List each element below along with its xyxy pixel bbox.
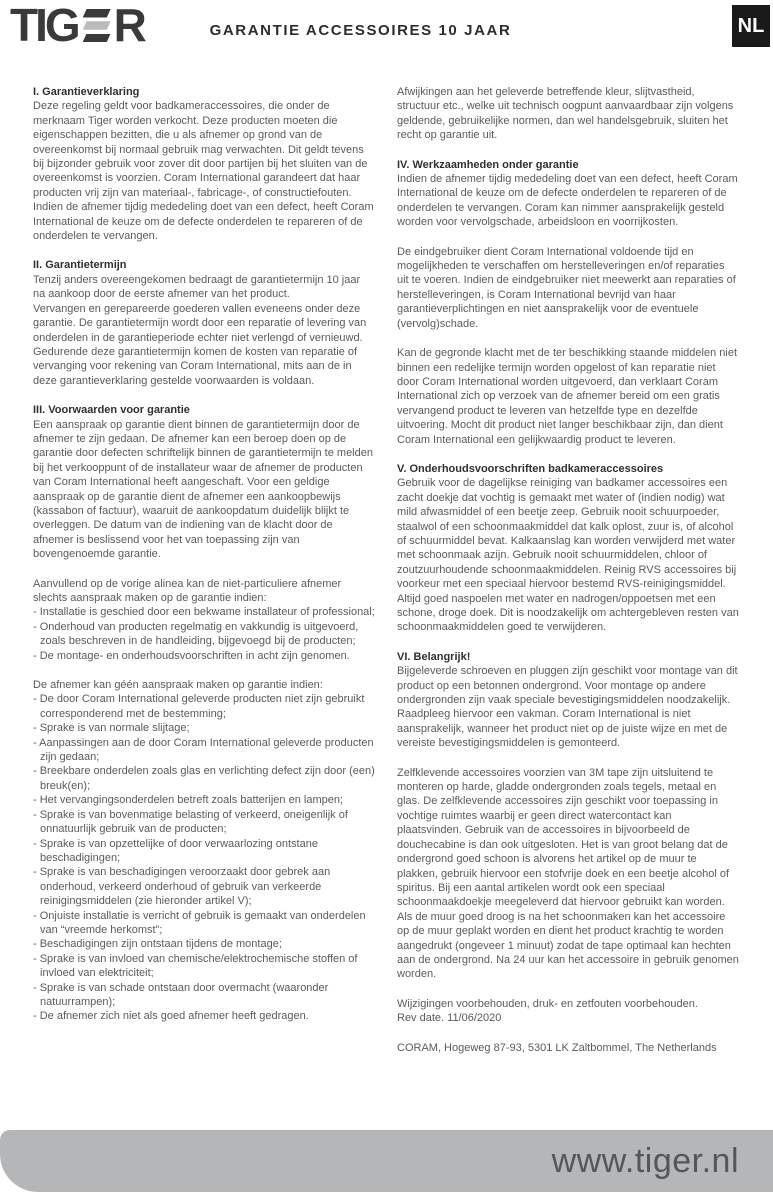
- deviations-paragraph: Afwijkingen aan het geleverde betreffende kleur, slijtvastheid, structuur etc., welke uit technisch oogpunt aanvaardbaar zijn volgens geldende, gebruikelijke normen, dan wel handelsgebruik, sluiten het recht op garantie uit.: [397, 86, 734, 142]
- revision-date: Rev date. 11/06/2020: [397, 1012, 502, 1025]
- list-item: - Installatie is geschied door een bekwame installateur of professional;: [33, 606, 375, 619]
- section-4-paragraph: Kan de gegronde klacht met de ter beschikking staande middelen niet binnen een redelijke termijn worden opgelost of kan reparatie niet door Coram International worden uitgevoerd, dan verklaart Coram International zich op verzoek van de afnemer bereid om een gratis vervangend product te leveren van hetzelfde type en dezelfde uitvoering. Mocht dit product niet langer beschikbaar zijn, dan dient Coram International een gelijkwaardig product te leveren.: [397, 347, 737, 446]
- list-item: - Het vervangingsonderdelen betreft zoals batterijen en lampen;: [33, 794, 344, 807]
- language-badge: NL: [732, 5, 770, 47]
- list-item: - Sprake is van normale slijtage;: [33, 722, 190, 735]
- tiger-logo-text-r: R: [113, 0, 144, 51]
- section-1-heading: I. Garantieverklaring: [33, 86, 140, 98]
- section-6-paragraph: Bijgeleverde schroeven en pluggen zijn geschikt voor montage van dit product op een betonnen ondergrond. Voor montage op andere ondergronden zijn vaak speciale bevestigingsmiddelen noodzakelijk. Raadpleeg hiervoor een vakman. Coram International is niet aansprakelijk, wanneer het product niet op de juiste wijze en met de vereiste bevestigingsmiddelen is gemonteerd.: [397, 665, 738, 750]
- list-item: - Beschadigingen zijn ontstaan tijdens de montage;: [33, 938, 282, 951]
- list-item: - Sprake is van bovenmatige belasting of verkeerd, oneigenlijk of onnatuurlijk gebruik van de producten;: [33, 808, 348, 836]
- section-4-paragraph: De eindgebruiker dient Coram International voldoende tijd en mogelijkheden te verschaffen om herstelleveringen en/of reparaties uit te voeren. Indien de eindgebruiker niet meewerkt aan reparaties of herstelleveringen, is Coram International bevrijd van haar garantieverplichtingen en niet aansprakelijk voor de eventuele (vervolg)schade.: [397, 245, 736, 330]
- right-column: [397, 85, 739, 1055]
- section-2-line: Vervangen en gerepareerde goederen vallen eveneens onder deze garantie. De garantietermijn wordt door een reparatie of levering van onderdelen in de garantieperiode echter niet verlengd of vernieuwd.: [33, 302, 367, 344]
- section-3-heading: III. Voorwaarden voor garantie: [33, 404, 190, 417]
- section-3-paragraph: Een aanspraak op garantie dient binnen de garantietermijn door de afnemer te zijn gedaan. De afnemer kan een beroep doen op de garantie door defecten schriftelijk binnen de garantietermijn te melden bij het verkooppunt of de installateur waar de afnemer de producten van Coram International heeft aangeschaft. Voor een geldige aanspraak op de garantie dient de afnemer een aankoopbewijs (kassabon of factuur), waaruit de aankoopdatum duidelijk blijkt te overleggen. De datum van de indiening van de klacht door de afnemer is beslissend voor het van toepassing zijn van bovengenoemde garantie.: [33, 418, 373, 561]
- list-item: - Sprake is van opzettelijke of door verwaarlozing ontstane beschadigingen;: [33, 837, 318, 864]
- section-3-intro-a: Aanvullend op de vorige alinea kan de niet-particuliere afnemer slechts aanspraak maken op de garantie indien:: [33, 577, 342, 604]
- section-6-heading: VI. Belangrijk!: [397, 650, 471, 663]
- section-2-line: Tenzij anders overeengekomen bedraagt de garantietermijn 10 jaar na aankoop door de eerste afnemer van het product.: [33, 273, 361, 301]
- list-item: - De montage- en onderhoudsvoorschriften in acht zijn genomen.: [33, 649, 350, 662]
- section-1-paragraph: Deze regeling geldt voor badkameraccessoires, die onder de merknaam Tiger worden verkocht. Deze producten moeten die eigenschappen bezitten, die u als afnemer op grond van de overeenkomst bij normaal gebruik mag verwachten. Dit geldt tevens bij bijzonder gebruik voor zover dit door partijen bij het sluiten van de overeenkomst is voorzien. Coram International garandeert dat haar producten vrij zijn van materiaal-, fabricage-, of constructiefouten. Indien de afnemer tijdig mededeling doet van een defect, heeft Coram International de keuze om de defecte onderdelen te repareren of de onderdelen te vervangen.: [33, 100, 374, 243]
- list-item: - Onderhoud van producten regelmatig en vakkundig is uitgevoerd, zoals beschreven in de handleiding, bijgevoegd bij de producten;: [33, 620, 359, 648]
- left-column: [33, 85, 375, 1055]
- list-item: - De afnemer zich niet als goed afnemer heeft gedragen.: [33, 1010, 309, 1023]
- tiger-logo-text-tig: TIG: [10, 0, 78, 51]
- list-item: - Breekbare onderdelen zoals glas en verlichting defect zijn door (een) breuk(en);: [33, 765, 375, 792]
- section-3-intro-b: De afnemer kan géén aanspraak maken op garantie indien:: [33, 679, 323, 692]
- list-item: - Onjuiste installatie is verricht of gebruik is gemaakt van onderdelen van “vreemde herkomst”;: [33, 909, 366, 936]
- disclaimer-notice: Wijzigingen voorbehouden, druk- en zetfouten voorbehouden.: [397, 997, 698, 1010]
- website-url: www.tiger.nl: [551, 1141, 739, 1180]
- document-header: [0, 0, 773, 62]
- list-item: - Aanpassingen aan de door Coram International geleverde producten zijn gedaan;: [33, 736, 374, 764]
- section-6-paragraph: Zelfklevende accessoires voorzien van 3M tape zijn uitsluitend te monteren op harde, gladde ondergronden zoals tegels, metaal en glas. De zelfklevende accessoires zijn geschikt voor toepassing in vochtige ruimtes waarbij er geen direct watercontact kan plaatsvinden. Gebruik van de accessoires in bijvoorbeeld de douchecabine is dan ook uitgesloten. Het is van groot belang dat de ondergrond goed schoon is alvorens het artikel op de muur te plakken, gebruik hiervoor een stofvrije doek en een beetje alcohol of spiritus. Bij een aantal artikelen wordt ook een speciaal schoonmaakdoekje meegeleverd dat hiervoor gebruikt kan worden. Als de muur goed droog is na het schoonmaken kan het accessoire op de muur geplakt worden en dient het product krachtig te worden aangedrukt (ongeveer 1 minuut) zodat de tape optimaal kan hechten aan de ondergrond. Na 24 uur kan het accessoire in gebruik genomen worden.: [397, 766, 739, 981]
- logo-e-bar-top: [83, 9, 111, 18]
- section-5-paragraph: Gebruik voor de dagelijkse reiniging van badkamer accessoires een zacht doekje dat vochtig is gemaakt met water of (indien nodig) wat mild afwasmiddel of een beetje zeep. Gebruik nooit schuurpoeder, staalwol of een schoonmaakmiddel dat kalk oplost, zuur is, of alcohol of schuurmiddel bevat. Kalkaanslag kan worden verwijderd met water met schoonmaak azijn. Gebruik nooit schuurmiddelen, chloor of zoutzuurhoudende schoonmaakmiddelen. Reinig RVS accessoires bij voorkeur met een speciaal hiervoor bestemd RVS-reinigingsmiddel. Altijd goed naspoelen met water en nadrogen/oppoetsen met een schone, droge doek. Dit is noodzakelijk om achtergebleven resten van schoonmaakmiddelen goed te verwijderen.: [397, 477, 739, 634]
- page-title: GARANTIE ACCESSOIRES 10 JAAR: [209, 22, 512, 39]
- section-4-paragraph: Indien de afnemer tijdig mededeling doet van een defect, heeft Coram International de keuze om de defecte onderdelen te repareren of de onderdelen te vervangen. Coram kan nimmer aansprakelijk gesteld worden voor vervolgschade, arbeidsloon en voorrijkosten.: [397, 173, 738, 229]
- document-body: [0, 85, 773, 1055]
- section-2-heading: II. Garantietermijn: [33, 259, 127, 272]
- section-5-heading: V. Onderhoudsvoorschriften badkameraccessoires: [397, 462, 664, 475]
- section-4-heading: IV. Werkzaamheden onder garantie: [397, 158, 579, 171]
- footer-bar: [0, 1130, 773, 1192]
- list-item: - De door Coram International geleverde producten niet zijn gebruikt corresponderend met de bestemming;: [33, 693, 365, 720]
- company-address: CORAM, Hogeweg 87-93, 5301 LK Zaltbommel, The Netherlands: [397, 1041, 717, 1054]
- section-2-line: Gedurende deze garantietermijn komen de kosten van reparatie of vervanging voor rekening van Coram International, mits aan de in deze garantieverklaring gestelde voorwaarden is voldaan.: [33, 345, 358, 387]
- list-item: - Sprake is van invloed van chemische/elektrochemische stoffen of invloed van elektriciteit;: [33, 952, 358, 980]
- list-item: - Sprake is van schade ontstaan door overmacht (waaronder natuurrampen);: [33, 981, 329, 1008]
- list-item: - Sprake is van beschadigingen veroorzaakt door gebrek aan onderhoud, verkeerd onderhoud of gebruik van verkeerde reinigingsmiddelen (zie hieronder artikel V);: [33, 866, 331, 908]
